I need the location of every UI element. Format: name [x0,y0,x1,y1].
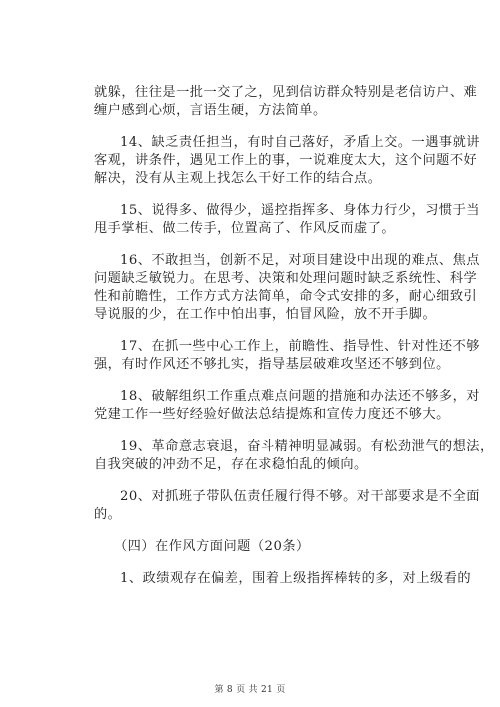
text-line: 16、不敢担当，创新不足，对项目建设中出现的难点、焦点 [120,253,480,268]
paragraph [94,438,494,474]
text-line: 解决，没有从主观上找怎么干好工作的结合点。 [94,171,382,186]
text-line: 性和前瞻性，工作方式方法简单，命令式安排的多，耐心细致引 [94,289,478,304]
paragraph [94,134,480,188]
paragraph [94,488,480,524]
text-line: 19、革命意志衰退，奋斗精神明显减弱。有松劲泄气的想法， [120,439,494,454]
text-line: 14、缺乏责任担当，有时自己落好，矛盾上交。一遇事就讲 [120,135,480,150]
text-line: 甩手掌柜、做二传手，位置高了、作风反而虚了。 [94,221,396,236]
paragraph [94,388,480,424]
text-line: 20、对抓班子带队伍责任履行得不够。对干部要求是不全面 [120,489,480,504]
text-line: 客观，讲条件，遇见工作上的事，一说难度太大，这个问题不好 [94,153,478,168]
text-line: 自我突破的冲劲不足，存在求稳怕乱的倾向。 [94,457,368,472]
text-line: 党建工作一些好经验好做法总结提炼和宣传力度还不够大。 [94,407,450,422]
section-heading: （四）在作风方面问题（20条） [114,539,310,554]
page-number-footer: 第 8 页 共 21 页 [214,685,286,695]
text-line: 问题缺乏敏锐力。在思考、决策和处理问题时缺乏系统性、科学 [94,271,478,286]
paragraph [94,338,480,374]
text-line: 导说服的少，在工作中怕出事，怕冒风险，放不开手脚。 [94,307,437,322]
text-line: 15、说得多、做得少，遥控指挥多、身体力行少，习惯于当 [120,203,480,218]
text-line: 18、破解组织工作重点难点问题的措施和办法还不够多，对 [120,389,480,404]
paragraph [94,84,478,120]
text-line: 1、政绩观存在偏差，围着上级指挥棒转的多，对上级看的 [120,571,472,586]
text-line: 就躲，往往是一批一交了之，见到信访群众特别是老信访户、难 [94,85,478,100]
text-line: 强，有时作风还不够扎实，指导基层破难攻坚还不够到位。 [94,357,450,372]
text-line: 的。 [94,507,122,522]
document-body [94,84,494,588]
text-line: 17、在抓一些中心工作上，前瞻性、指导性、针对性还不够 [120,339,480,354]
paragraph [94,202,480,238]
paragraph [94,570,472,588]
text-line: 缠户感到心烦，言语生硬，方法简单。 [94,103,327,118]
paragraph [94,252,480,324]
